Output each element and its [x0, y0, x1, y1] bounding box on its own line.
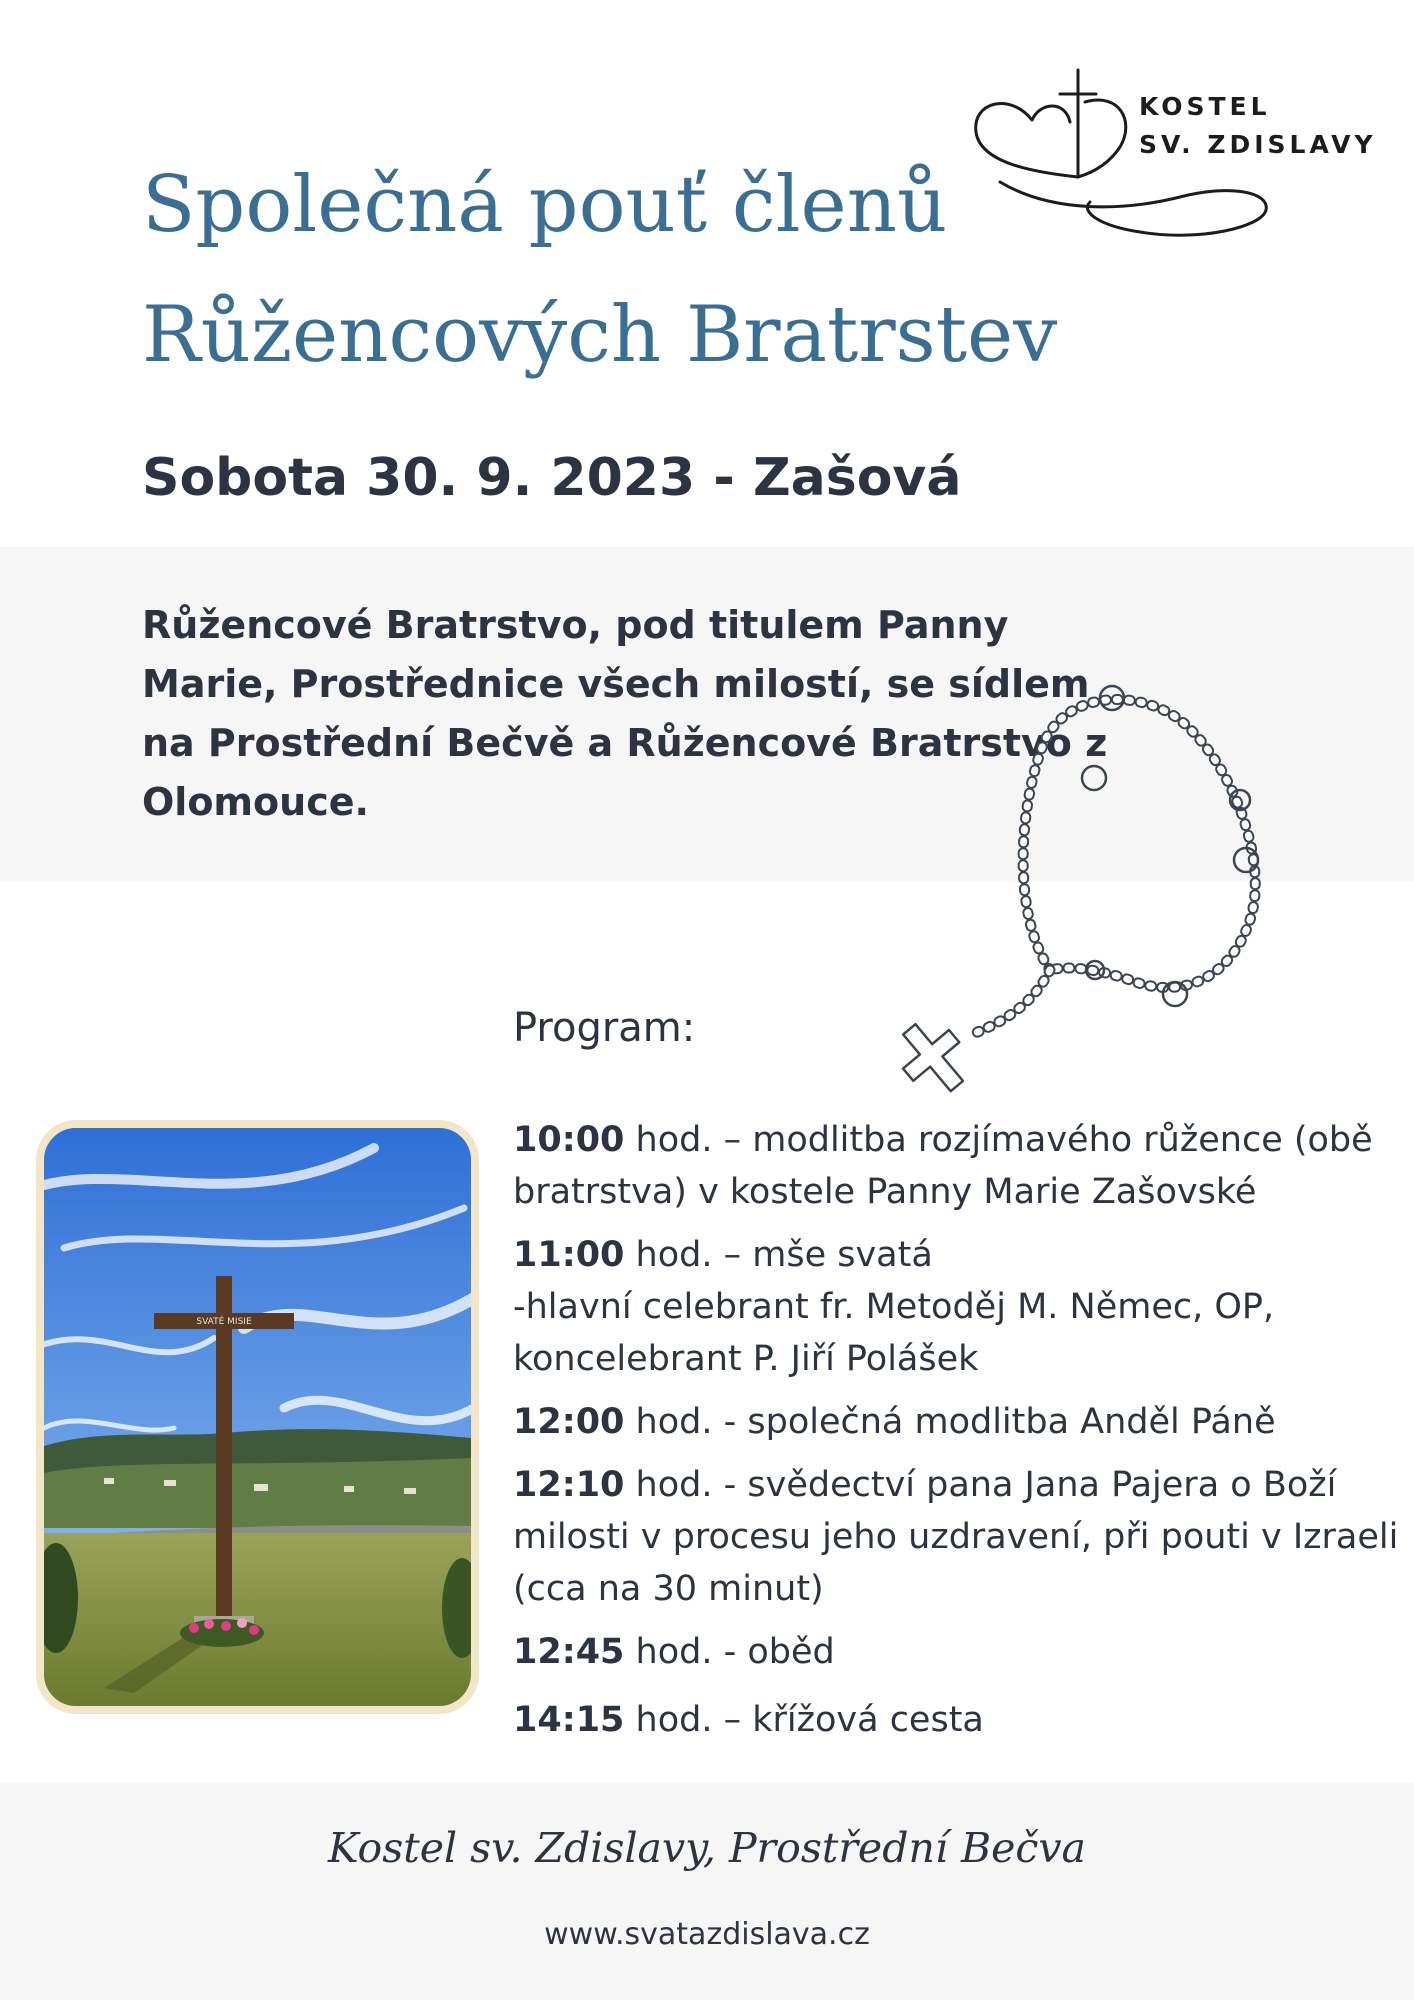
program-text: hod. - svědectví pana Jana Pajera o Boží milosti v procesu jeho uzdravení, při pouti v Izraeli (cca na 30 minut) [513, 1465, 1399, 1609]
program-time: 10:00 [513, 1120, 625, 1160]
program-text: hod. – mše svatá [624, 1235, 933, 1275]
program-time: 11:00 [513, 1235, 625, 1275]
logo-line-2: SV. ZDISLAVY [1139, 130, 1377, 159]
program-text: hod. - oběd [624, 1632, 835, 1672]
footer-place: Kostel sv. Zdislavy, Prostřední Bečva [328, 1824, 1086, 1872]
program-time: 12:00 [513, 1402, 625, 1442]
landscape-illustration [44, 1128, 471, 1706]
program-item [513, 1459, 1403, 1615]
program-item [513, 1626, 1403, 1678]
intro-text: Růžencové Bratrstvo, pod titulem Panny Marie, Prostřednice všech milostí, se sídlem na Prostřední Bečvě a Růžencové Bratrstvo z Olomouce. [142, 603, 1108, 824]
program-extra: -hlavní celebrant fr. Metoděj M. Němec, OP, koncelebrant P. Jiří Polášek [513, 1287, 1275, 1379]
program-label: Program: [513, 1005, 696, 1051]
program-item [513, 1114, 1403, 1218]
program-item [513, 1229, 1403, 1385]
program-text: hod. - společná modlitba Anděl Páně [624, 1402, 1276, 1442]
program-item [513, 1396, 1403, 1448]
title-line-2: Růžencových Bratrstev [142, 290, 1058, 380]
cross-photo [36, 1120, 479, 1714]
logo-text [1139, 88, 1377, 164]
program-item [513, 1694, 1403, 1746]
footer-website[interactable]: www.svatazdislava.cz [544, 1917, 870, 1952]
title-line-1: Společná pouť členů [142, 160, 948, 250]
cross-inscription: SVATÉ MISIE [196, 1317, 252, 1327]
page-title [142, 140, 1058, 400]
program-time: 12:10 [513, 1465, 625, 1505]
footer-band [0, 1783, 1414, 2000]
program-time: 12:45 [513, 1632, 625, 1672]
program-text: hod. – modlitba rozjímavého růžence (obě bratrstva) v kostele Panny Marie Zašovské [513, 1120, 1373, 1212]
program-text: hod. – křížová cesta [624, 1700, 984, 1740]
logo-line-1: KOSTEL [1139, 92, 1271, 121]
program-time: 14:15 [513, 1700, 625, 1740]
rosary-icon [880, 680, 1380, 1100]
program-list [513, 1114, 1403, 1757]
event-date-place: Sobota 30. 9. 2023 - Zašová [142, 448, 962, 508]
